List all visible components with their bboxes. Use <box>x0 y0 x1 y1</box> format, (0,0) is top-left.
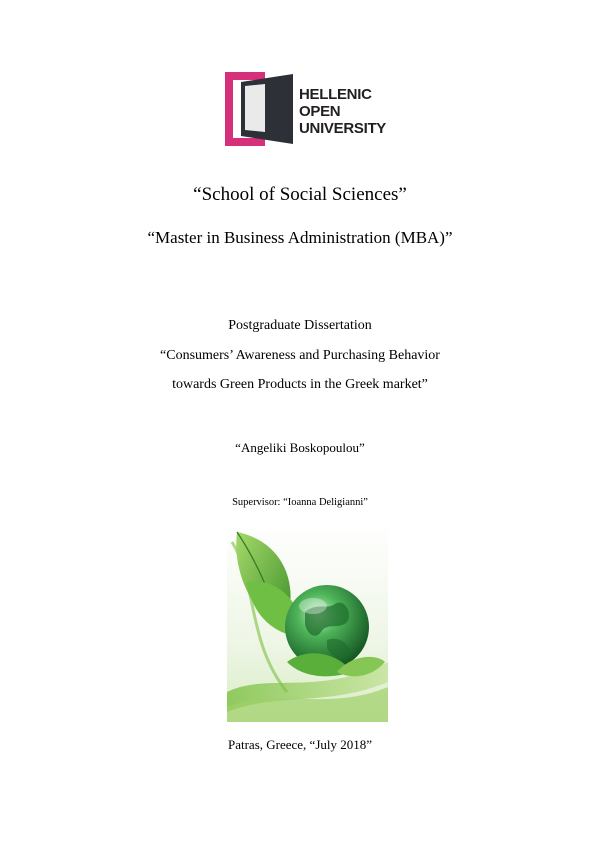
program-name: “Master in Business Administration (MBA)” <box>147 228 453 247</box>
school-name: “School of Social Sciences” <box>193 184 407 205</box>
logo-line-university: UNIVERSITY <box>299 120 387 137</box>
green-globe-image <box>227 522 388 722</box>
supervisor-name: Supervisor: “Ioanna Deligianni” <box>232 497 368 508</box>
place-and-date: Patras, Greece, “July 2018” <box>227 737 373 752</box>
logo-line-open: OPEN <box>299 103 341 120</box>
green-globe-leaves-icon <box>227 522 388 722</box>
author-name: “Angeliki Boskopoulou” <box>235 440 365 455</box>
university-logo <box>225 72 395 146</box>
dissertation-title-line-1: “Consumers’ Awareness and Purchasing Behavior <box>160 348 440 363</box>
dissertation-title-line-2: towards Green Products in the Greek market” <box>172 377 428 392</box>
hou-emblem-icon <box>225 72 297 146</box>
logo-wordmark <box>299 86 386 137</box>
dissertation-type: Postgraduate Dissertation <box>228 318 372 333</box>
logo-line-hellenic: HELLENIC <box>299 86 372 103</box>
